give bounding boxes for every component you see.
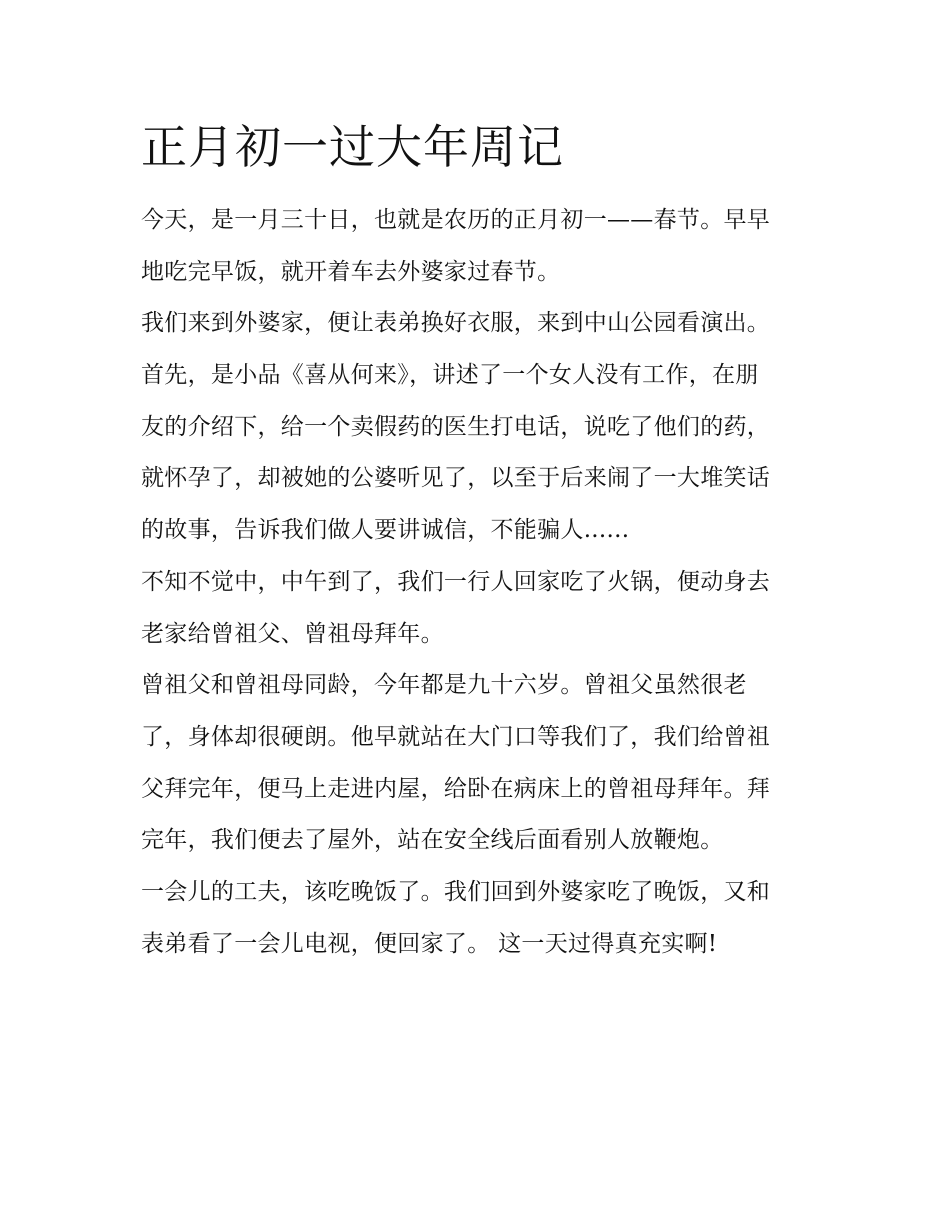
body-line: 曾祖父和曾祖母同龄，今年都是九十六岁。曾祖父虽然很老 — [141, 672, 747, 699]
body-line: 地吃完早饭，就开着车去外婆家过春节。 — [141, 258, 561, 285]
document-title: 正月初一过大年周记 — [141, 120, 564, 174]
body-line: 今天，是一月三十日，也就是农历的正月初一——春节。早早 — [141, 207, 771, 233]
body-line: 表弟看了一会儿电视，便回家了。 这一天过得真充实啊! — [141, 930, 718, 957]
body-line: 首先，是小品《喜从何来》，讲述了一个女人没有工作，在朋 — [141, 362, 759, 389]
body-line: 的故事，告诉我们做人要讲诚信，不能骗人...... — [141, 517, 630, 544]
body-line: 一会儿的工夫，该吃晚饭了。我们回到外婆家吃了晚饭，又和 — [141, 878, 771, 905]
body-line: 老家给曾祖父、曾祖母拜年。 — [141, 620, 444, 647]
body-line: 完年，我们便去了屋外，站在安全线后面看别人放鞭炮。 — [141, 827, 724, 854]
body-line: 我们来到外婆家，便让表弟换好衣服，来到中山公园看演出。 — [141, 310, 771, 337]
body-line: 不知不觉中，中午到了，我们一行人回家吃了火锅，便动身去 — [141, 568, 771, 595]
body-line: 父拜完年，便马上走进内屋，给卧在病床上的曾祖母拜年。拜 — [141, 775, 771, 802]
body-line: 友的介绍下，给一个卖假药的医生打电话，说吃了他们的药， — [141, 413, 771, 440]
body-line: 就怀孕了，却被她的公婆听见了，以至于后来闹了一大堆笑话 — [141, 465, 771, 492]
body-line: 了，身体却很硬朗。他早就站在大门口等我们了，我们给曾祖 — [141, 723, 771, 750]
document-body — [141, 195, 816, 970]
